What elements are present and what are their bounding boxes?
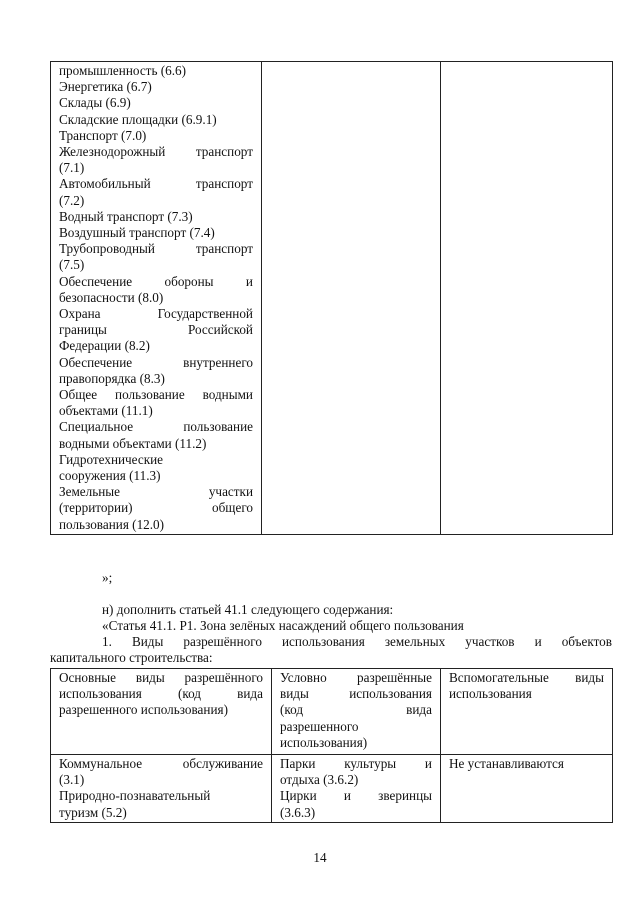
header-main-uses-text — [59, 670, 263, 719]
cell-text-line: (7.1) — [59, 160, 85, 176]
auxiliary-uses-cell — [441, 755, 613, 823]
cell-text-line: Гидротехнические — [59, 451, 164, 467]
land-use-table-continuation — [50, 61, 613, 535]
cell-text-line: Железнодорожный транспорт — [59, 144, 253, 160]
header-conditional-uses — [272, 669, 441, 755]
conditional-uses-cell — [262, 62, 441, 535]
cell-text-line: Водный транспорт (7.3) — [59, 208, 193, 224]
cell-text-line: Охрана Государственной — [59, 306, 253, 322]
main-uses-cell — [51, 755, 272, 823]
allowed-uses-cell — [51, 62, 262, 535]
cell-text-line: Федерации (8.2) — [59, 338, 150, 354]
cell-text-line: (3.1) — [59, 772, 85, 788]
cell-text-line: отдыха (3.6.2) — [280, 772, 359, 788]
zone-uses-table — [50, 668, 613, 823]
closing-quote: »; — [102, 570, 113, 585]
cell-text-line: использования) — [280, 734, 368, 750]
conditional-uses-cell — [272, 755, 441, 823]
cell-text-line: разрешенного использования) — [59, 702, 228, 718]
cell-text-line: Обеспечение внутреннего — [59, 354, 253, 370]
cell-text-line: водными объектами (11.2) — [59, 435, 207, 451]
header-auxiliary-uses — [441, 669, 613, 755]
cell-text-line: Цирки и зверинцы — [280, 788, 432, 804]
table-row — [51, 755, 613, 823]
cell-text-line: объектами (11.1) — [59, 403, 153, 419]
cell-text-line: Вспомогательные виды — [449, 670, 604, 685]
section-1-heading-line1: 1. Виды разрешённого использования земельных участков и объектов — [102, 634, 612, 649]
cell-text-line: Трубопроводный транспорт — [59, 241, 253, 257]
cell-text-line: Основные виды разрешённого — [59, 670, 263, 685]
auxiliary-uses-text — [449, 756, 604, 772]
cell-text-line: виды использования — [280, 686, 432, 702]
table-header-row — [51, 669, 613, 755]
header-main-uses — [51, 669, 272, 755]
cell-text-line: Коммунальное обслуживание — [59, 756, 263, 771]
allowed-uses-list — [59, 63, 253, 533]
amendment-paragraph: н) дополнить статьей 41.1 следующего содержания: — [102, 602, 394, 617]
cell-text-line: Специальное пользование — [59, 419, 253, 435]
cell-text-line: пользования (12.0) — [59, 516, 165, 532]
cell-text-line: границы Российской — [59, 322, 253, 338]
cell-text-line: Парки культуры и — [280, 756, 432, 771]
cell-text-line: (код вида — [280, 702, 432, 718]
cell-text-line: Автомобильный транспорт — [59, 176, 253, 192]
cell-text-line: использования (код вида — [59, 686, 263, 702]
cell-text-line: Склады (6.9) — [59, 95, 131, 111]
cell-text-line: (территории) общего — [59, 500, 253, 516]
cell-text-line: разрешенного — [280, 718, 359, 734]
cell-text-line: (7.2) — [59, 192, 85, 208]
cell-text-line: Обеспечение обороны и — [59, 273, 253, 289]
cell-text-line: сооружения (11.3) — [59, 468, 161, 484]
cell-text-line: Не устанавливаются — [449, 756, 564, 771]
cell-text-line: (7.5) — [59, 257, 85, 273]
cell-text-line: Природно-познавательный — [59, 788, 211, 804]
cell-text-line: Энергетика (6.7) — [59, 79, 152, 95]
cell-text-line: Земельные участки — [59, 484, 253, 500]
cell-text-line: туризм (5.2) — [59, 804, 127, 820]
cell-text-line: безопасности (8.0) — [59, 289, 164, 305]
cell-text-line: Складские площадки (6.9.1) — [59, 111, 217, 127]
conditional-uses-text — [280, 756, 432, 821]
main-uses-text — [59, 756, 263, 821]
header-conditional-uses-text — [280, 670, 432, 751]
cell-text-line: Условно разрешённые — [280, 670, 432, 685]
cell-text-line: использования — [449, 686, 532, 702]
auxiliary-uses-cell — [441, 62, 613, 535]
cell-text-line: правопорядка (8.3) — [59, 370, 165, 386]
cell-text-line: Общее пользование водными — [59, 387, 253, 403]
section-1-heading-line2: капитального строительства: — [50, 650, 213, 665]
cell-text-line: Транспорт (7.0) — [59, 127, 147, 143]
table-row — [51, 62, 613, 535]
page-number: 14 — [313, 850, 327, 865]
cell-text-line: (3.6.3) — [280, 804, 316, 820]
cell-text-line: Воздушный транспорт (7.4) — [59, 225, 215, 241]
header-auxiliary-uses-text — [449, 670, 604, 702]
cell-text-line: промышленность (6.6) — [59, 63, 187, 78]
article-heading: «Статья 41.1. Р1. Зона зелёных насаждений общего пользования — [102, 618, 464, 633]
